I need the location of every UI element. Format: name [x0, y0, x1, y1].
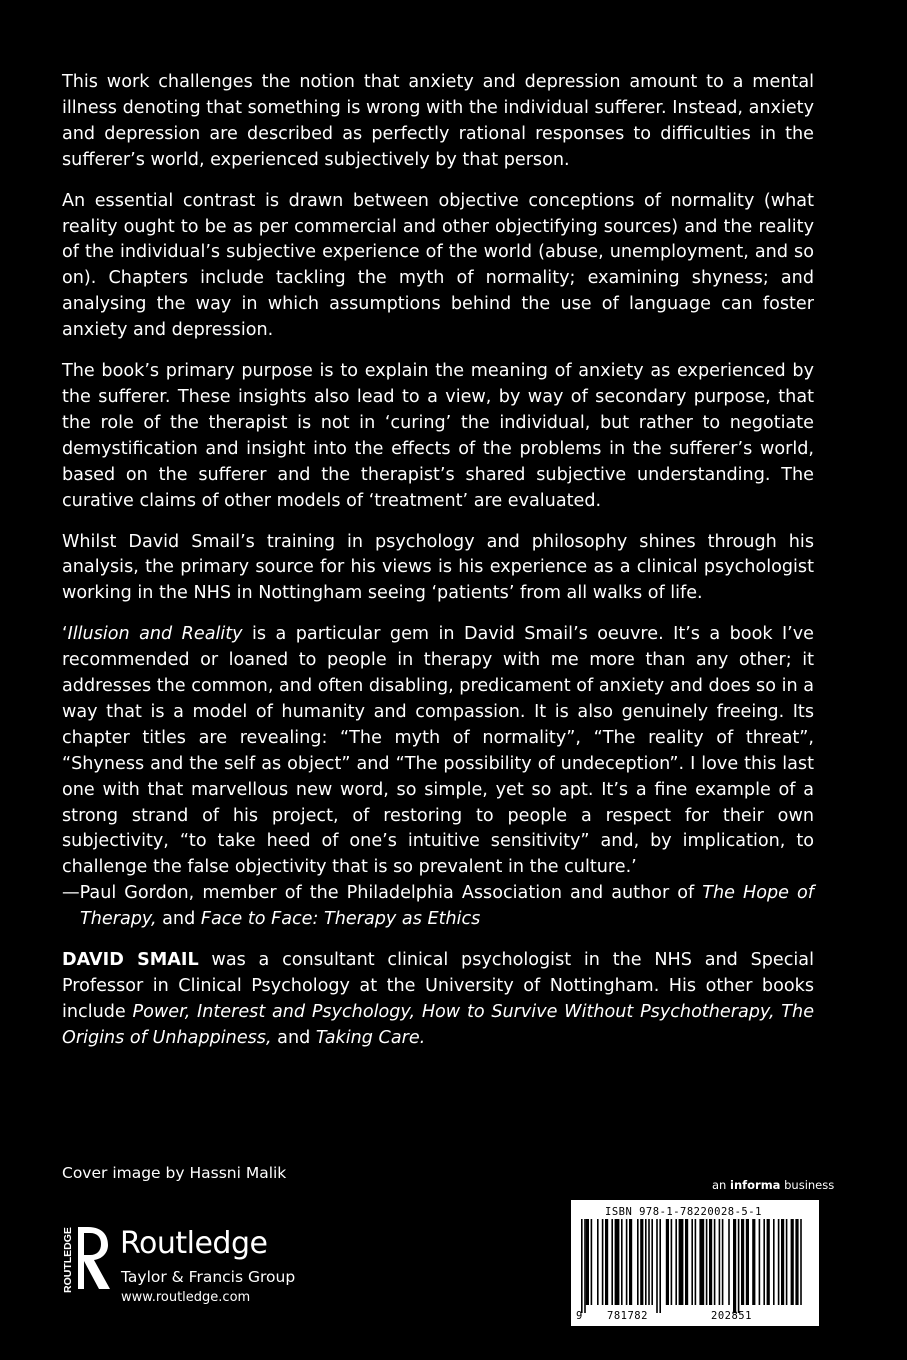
barcode-bar [621, 1219, 623, 1305]
barcode-bar [640, 1219, 643, 1305]
barcode-bar [645, 1219, 647, 1305]
barcode-bar [581, 1219, 583, 1313]
barcode-digits-left: 781782 [607, 1310, 648, 1322]
quote-book-title: Illusion and Reality [67, 624, 243, 645]
barcode-bar [699, 1219, 704, 1305]
barcode-bar [791, 1219, 794, 1305]
quote-text: is a particular gem in David Smail’s oeuvre. It’s a book I’ve recommended or loaned to people in therapy with me more than any other; it addresses the common, and often disabling, predicament of anxiety and does so in a way that is a model of humanity and compassion. It is also genuinely freeing. Its chapter titles are revealing: “The myth of normality”, “The reality of threat”, “Shyness and the self as object” and “The possibility of undeception”. I love this last one with that marvellous new word, so simple, yet so apt. It’s a fine example of a strong strand of his project, of restoring to people a respect for their own subjectivity, “to take heed of one’s intuitive sensitivity” and, by implication, to challenge the false objectivity that is so prevalent in the culture.’ [62, 624, 814, 878]
paragraph-1: This work challenges the notion that anxiety and depression amount to a mental illness denoting that something is wrong with the individual sufferer. Instead, anxiety and depression are described as perfectly rational responses to difficulties in the sufferer’s world, experienced subjectively by that person. [62, 72, 814, 170]
quote-open: ‘ [62, 624, 68, 645]
bio-book-4: Taking Care. [315, 1027, 426, 1048]
barcode-bar [719, 1219, 721, 1305]
barcode-bar [706, 1219, 708, 1305]
attribution-lead: —Paul Gordon, member of the Philadelphia Association and author of [62, 883, 703, 904]
barcode-bar [679, 1219, 684, 1305]
bio-book-3: The Origins of Unhappiness, [62, 1001, 815, 1048]
bio-sep-1 [415, 1002, 422, 1022]
barcode-bar [781, 1219, 784, 1305]
isbn-barcode [571, 1200, 819, 1326]
barcode-bar [752, 1219, 755, 1305]
barcode-digit-first: 9 [576, 1310, 583, 1322]
barcode-bar [637, 1219, 639, 1305]
informa-prefix: an [712, 1178, 730, 1192]
publisher-group: Taylor & Francis Group [121, 1268, 296, 1286]
barcode-bar [741, 1219, 744, 1305]
author-name: DAVID SMAIL [62, 950, 199, 971]
paragraph-2: An essential contrast is drawn between objective conceptions of normality (what reality ought to be as per commercial and other objectifying sources) and the reality of the individual’s subjective experience of the world (abuse, unemployment, and so on). Chapters include tackling the myth of normality; examining shyness; and analysing the way in which assumptions behind the use of language can foster anxiety and depression. [62, 190, 814, 341]
barcode-bar [675, 1219, 677, 1305]
barcode-bar [728, 1219, 730, 1305]
barcode-bar [691, 1219, 693, 1305]
barcode-bar [695, 1219, 697, 1305]
barcode-bar [629, 1219, 632, 1305]
paragraph-4: Whilst David Smail’s training in psychology and philosophy shines through his analysis, the primary source for his views is his experience as a clinical psychologist working in the NHS in Nottingham seeing ‘patients’ from all walks of life. [62, 531, 814, 604]
bio-text: was a consultant clinical psychologist in the NHS and Special Professor in Clinical Psychology at the University of Nottingham. His other books include [62, 950, 814, 1022]
barcode-bar [763, 1219, 765, 1305]
isbn-label: ISBN 978-1-78220028-5-1 [605, 1206, 762, 1218]
barcode-bar [786, 1219, 788, 1305]
barcode-bar [759, 1219, 761, 1305]
informa-suffix: business [780, 1178, 835, 1192]
attribution-book-1: The Hope of Therapy, [80, 883, 814, 930]
routledge-logo-icon [60, 1223, 120, 1293]
barcode-bar [800, 1219, 802, 1305]
barcode-bar [773, 1219, 775, 1305]
informa-tagline [712, 1178, 834, 1192]
bio-book-1: Power, Interest and Psychology, [132, 1001, 416, 1022]
barcode-bar [605, 1219, 608, 1305]
endorsement-quote [62, 622, 814, 881]
barcode-bar [626, 1219, 628, 1305]
barcode-bar [778, 1219, 780, 1305]
barcode-bar [648, 1219, 650, 1305]
barcode-bar [651, 1219, 653, 1305]
barcode-bar [656, 1219, 658, 1313]
cover-image-credit: Cover image by Hassni Malik [62, 1164, 287, 1182]
barcode-bar [584, 1219, 586, 1313]
barcode-bar [795, 1219, 798, 1305]
attribution-book-2: Face to Face: Therapy as Ethics [200, 909, 481, 930]
author-bio [62, 948, 814, 1052]
barcode-bars [581, 1219, 809, 1315]
barcode-bar [615, 1219, 620, 1305]
barcode-bar [746, 1219, 749, 1305]
barcode-bar [671, 1219, 673, 1305]
barcode-bar [591, 1219, 593, 1305]
barcode-bar [714, 1219, 716, 1305]
barcode-bar [611, 1219, 613, 1305]
logo-vertical-text: ROUTLEDGE [62, 1227, 74, 1293]
informa-brand: informa [730, 1178, 781, 1192]
paragraph-3: The book’s primary purpose is to explain the meaning of anxiety as experienced by the sufferer. These insights also lead to a view, by way of secondary purpose, that the role of the therapist is not in ‘curing’ the individual, but rather to negotiate demystification and insight into the effects of the problems in the sufferer’s world, based on the sufferer and the therapist’s shared subjective understanding. The curative claims of other models of ‘treatment’ are evaluated. [62, 361, 814, 511]
publisher-name: Routledge [120, 1226, 268, 1261]
barcode-bar [767, 1219, 770, 1305]
bio-sep-3: and [271, 1027, 316, 1048]
barcode-bar [722, 1219, 724, 1305]
barcode-bar [733, 1219, 736, 1313]
barcode-bar [602, 1219, 604, 1305]
endorsement-attribution [62, 881, 814, 933]
barcode-digits-right: 202851 [711, 1310, 752, 1322]
barcode-bar [685, 1219, 688, 1305]
barcode-bar [709, 1219, 712, 1305]
barcode-bar [666, 1219, 669, 1305]
barcode-bar [586, 1219, 589, 1305]
blurb [62, 70, 814, 1067]
barcode-bar [597, 1219, 599, 1305]
attribution-mid: and [156, 909, 201, 930]
bio-book-2: How to Survive Without Psychotherapy, [421, 1001, 775, 1022]
barcode-bar [659, 1219, 661, 1313]
publisher-url: www.routledge.com [121, 1290, 251, 1305]
barcode-bar [738, 1219, 740, 1313]
